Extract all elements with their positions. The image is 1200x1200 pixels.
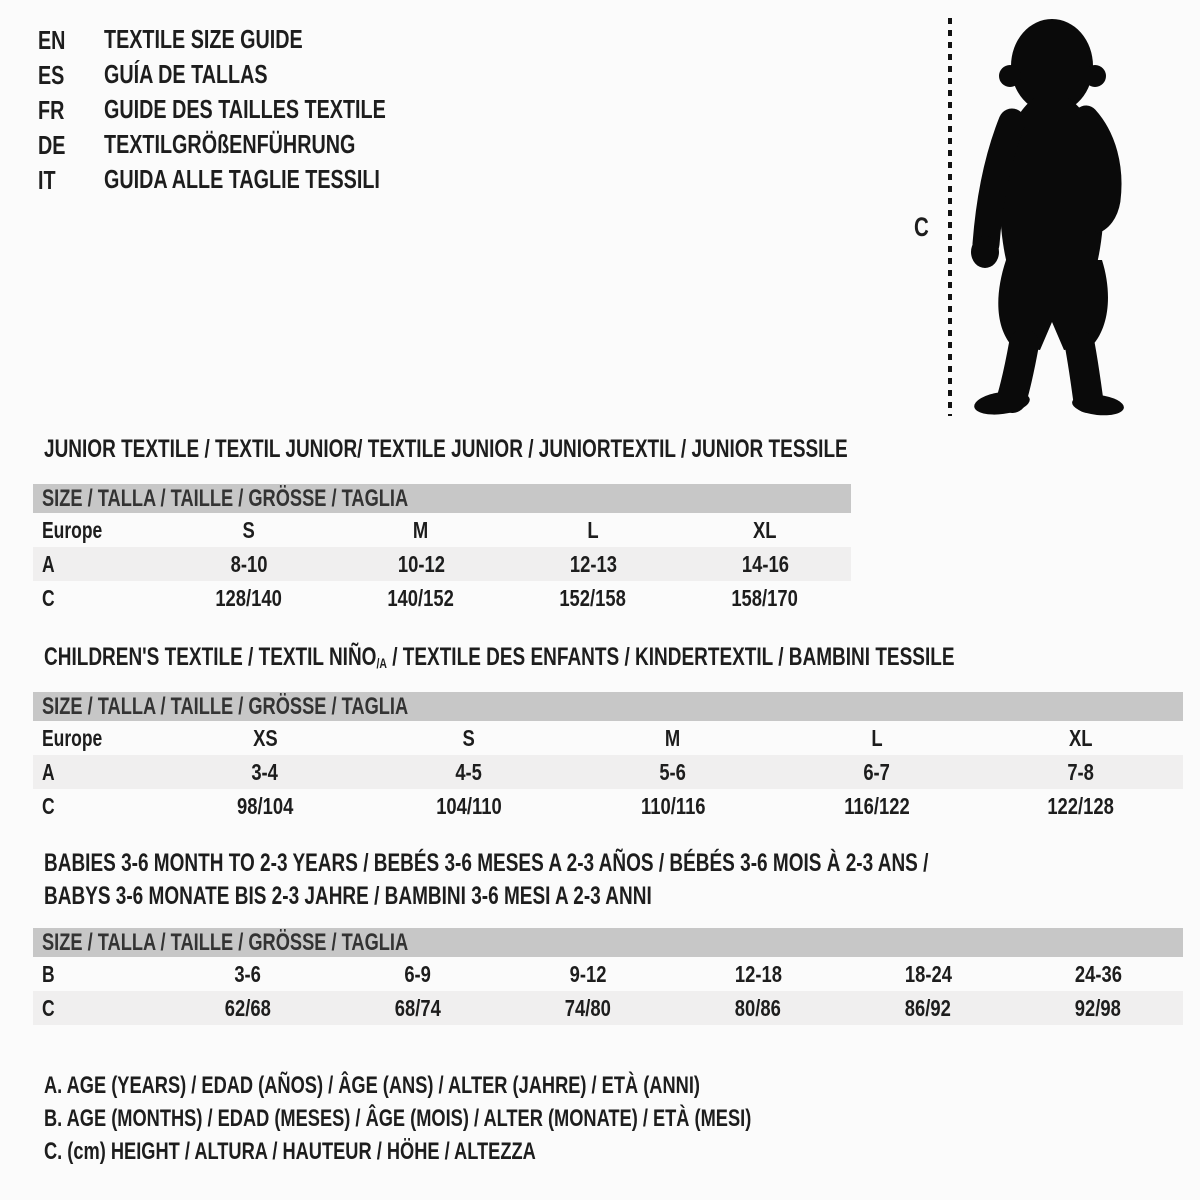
- language-guide-title: TEXTILGRÖßENFÜHRUNG: [104, 129, 356, 159]
- size-cell: 5-6: [571, 755, 775, 789]
- measure-label-c: C: [914, 212, 929, 242]
- footnote-age-years: A. AGE (YEARS) / EDAD (AÑOS) / ÂGE (ANS) / ALTER (JAHRE) / ETÀ (ANNI): [44, 1072, 700, 1099]
- size-header-band: SIZE / TALLA / TAILLE / GRÖSSE / TAGLIA: [33, 484, 851, 513]
- language-code: FR: [38, 94, 65, 125]
- size-cell: 14-16: [679, 547, 851, 581]
- size-cell: S: [462, 724, 476, 751]
- row-label: Europe: [42, 516, 103, 543]
- language-code: IT: [38, 164, 56, 195]
- size-cell: 110/116: [640, 792, 706, 819]
- table-row: [33, 513, 851, 547]
- language-row: [38, 92, 475, 127]
- language-list: [38, 22, 475, 197]
- size-cell: 3-6: [234, 960, 262, 987]
- language-guide-title: GUÍA DE TALLAS: [104, 59, 268, 89]
- size-cell: 104/110: [436, 792, 502, 819]
- size-cell: M: [413, 516, 429, 543]
- size-cell: 9-12: [569, 960, 607, 987]
- junior-size-table: [33, 484, 851, 615]
- language-row: [38, 57, 475, 92]
- size-cell: 68/74: [333, 991, 503, 1025]
- table-row: [33, 789, 1183, 823]
- babies-section-title-line1: BABIES 3-6 MONTH TO 2-3 YEARS / BEBÉS 3-6 MESES A 2-3 AÑOS / BÉBÉS 3-6 MOIS À 2-3 ANS /: [44, 849, 929, 877]
- row-label: C: [33, 991, 163, 1025]
- size-header-row: [33, 692, 1183, 721]
- language-guide-title: GUIDA ALLE TAGLIE TESSILI: [104, 164, 380, 194]
- table-row: [33, 957, 1183, 991]
- children-section-title: CHILDREN'S TEXTILE / TEXTIL NIÑO/A / TEXTILE DES ENFANTS / KINDERTEXTIL / BAMBINI TESSILE: [44, 643, 955, 672]
- row-label: C: [42, 584, 55, 611]
- size-cell: 6-7: [775, 755, 979, 789]
- language-code: ES: [38, 59, 65, 90]
- size-cell: L: [871, 724, 883, 751]
- size-cell: L: [587, 516, 599, 543]
- size-cell: 24-36: [1074, 960, 1122, 987]
- size-cell: XS: [252, 724, 278, 751]
- size-cell: XL: [1069, 724, 1093, 751]
- table-row: [33, 547, 851, 581]
- language-row: [38, 22, 475, 57]
- row-label: C: [42, 792, 55, 819]
- toddler-figure: [900, 0, 1190, 430]
- size-header-row: [33, 484, 851, 513]
- size-header-band: SIZE / TALLA / TAILLE / GRÖSSE / TAGLIA: [33, 928, 1183, 957]
- footnote-height-cm: C. (cm) HEIGHT / ALTURA / HAUTEUR / HÖHE / ALTEZZA: [44, 1138, 536, 1165]
- row-label: B: [42, 960, 55, 987]
- language-row: [38, 162, 475, 197]
- size-cell: 10-12: [335, 547, 507, 581]
- size-cell: 18-24: [904, 960, 952, 987]
- size-cell: 6-9: [404, 960, 432, 987]
- size-header-band: SIZE / TALLA / TAILLE / GRÖSSE / TAGLIA: [33, 692, 1183, 721]
- size-cell: 8-10: [163, 547, 335, 581]
- size-cell: 140/152: [387, 584, 455, 611]
- size-cell: 12-13: [507, 547, 679, 581]
- babies-size-table: [33, 928, 1183, 1025]
- size-cell: 128/140: [215, 584, 283, 611]
- table-row: [33, 721, 1183, 755]
- size-cell: 152/158: [559, 584, 627, 611]
- language-code: DE: [38, 129, 66, 160]
- size-cell: 74/80: [503, 991, 673, 1025]
- size-cell: XL: [753, 516, 777, 543]
- size-cell: 62/68: [163, 991, 333, 1025]
- row-label: A: [33, 755, 163, 789]
- row-label: Europe: [42, 724, 103, 751]
- children-size-table: [33, 692, 1183, 823]
- size-cell: 122/128: [1047, 792, 1115, 819]
- footnote-age-months: B. AGE (MONTHS) / EDAD (MESES) / ÂGE (MOIS) / ALTER (MONATE) / ETÀ (MESI): [44, 1105, 752, 1132]
- height-measure-dotted-line: [948, 18, 952, 416]
- size-cell: 3-4: [163, 755, 367, 789]
- size-cell: 116/122: [844, 792, 910, 819]
- language-guide-title: GUIDE DES TAILLES TEXTILE: [104, 94, 386, 124]
- size-cell: M: [665, 724, 681, 751]
- language-guide-title: TEXTILE SIZE GUIDE: [104, 24, 303, 54]
- size-cell: 98/104: [236, 792, 294, 819]
- size-cell: 12-18: [734, 960, 782, 987]
- junior-section-title: JUNIOR TEXTILE / TEXTIL JUNIOR/ TEXTILE JUNIOR / JUNIORTEXTIL / JUNIOR TESSILE: [44, 435, 848, 463]
- size-header-row: [33, 928, 1183, 957]
- size-cell: 80/86: [673, 991, 843, 1025]
- size-cell: 158/170: [731, 584, 799, 611]
- babies-section-title-line2: BABYS 3-6 MONATE BIS 2-3 JAHRE / BAMBINI 3-6 MESI A 2-3 ANNI: [44, 882, 652, 910]
- row-label: A: [33, 547, 163, 581]
- size-cell: 4-5: [367, 755, 571, 789]
- language-code: EN: [38, 24, 66, 55]
- size-cell: S: [242, 516, 256, 543]
- size-cell: 7-8: [979, 755, 1183, 789]
- toddler-silhouette-image: [962, 14, 1140, 416]
- size-cell: 92/98: [1013, 991, 1183, 1025]
- language-row: [38, 127, 475, 162]
- table-row: [33, 991, 1183, 1025]
- table-row: [33, 755, 1183, 789]
- size-cell: 86/92: [843, 991, 1013, 1025]
- table-row: [33, 581, 851, 615]
- title-subscript: /A: [376, 656, 387, 672]
